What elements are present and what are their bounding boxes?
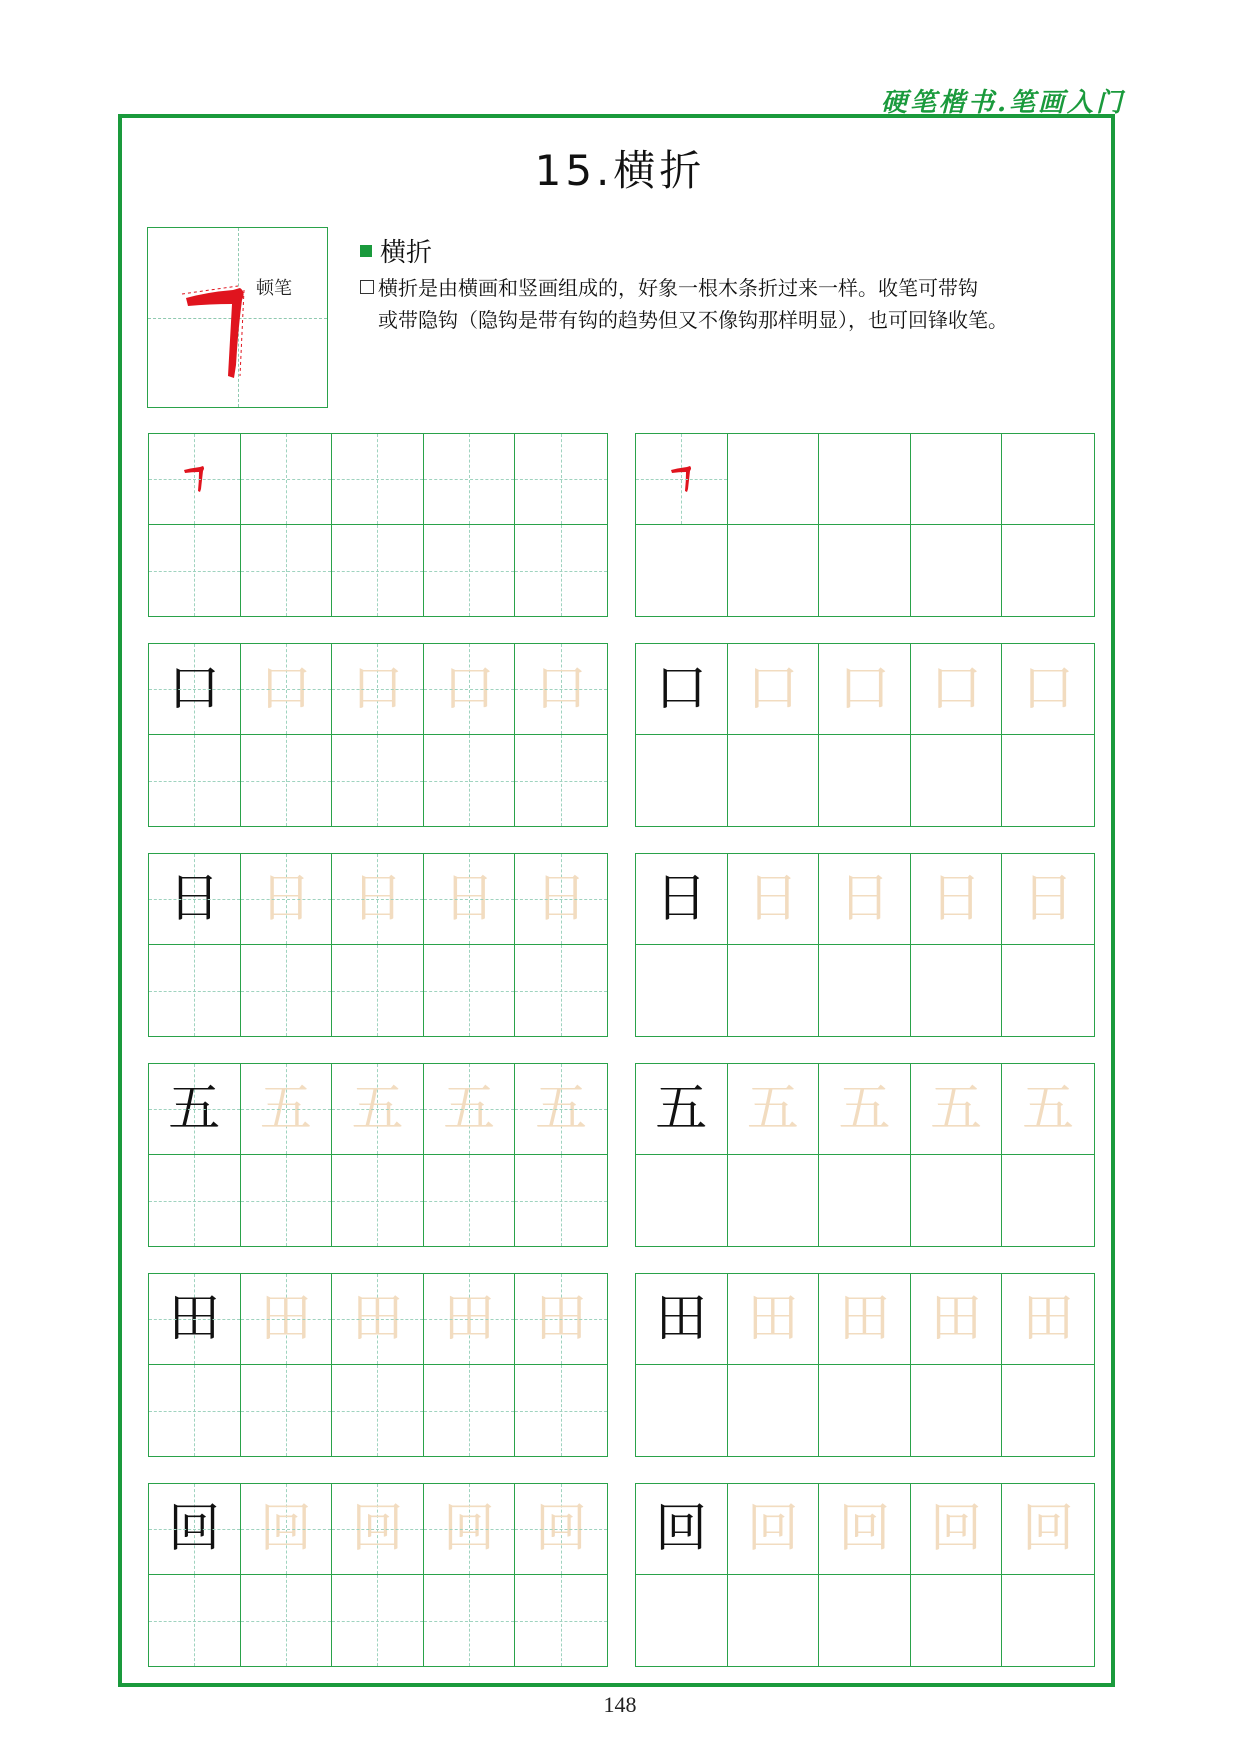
trace-character: 回 <box>1022 1499 1075 1559</box>
grid-cell[interactable] <box>424 1155 516 1246</box>
grid-cell[interactable] <box>241 525 333 616</box>
grid-cell[interactable] <box>728 644 820 735</box>
practice-grid <box>148 1063 608 1247</box>
grid-cell[interactable] <box>241 854 333 945</box>
trace-character: 口 <box>259 659 312 719</box>
trace-character: 口 <box>838 659 891 719</box>
grid-cell[interactable] <box>332 1575 424 1666</box>
trace-character: 口 <box>746 659 799 719</box>
grid-cell[interactable] <box>636 1484 728 1575</box>
practice-grid <box>148 643 608 827</box>
model-stroke-icon <box>149 434 240 524</box>
grid-cell[interactable] <box>424 735 516 826</box>
grid-cell[interactable] <box>1002 1274 1094 1365</box>
grid-cell[interactable] <box>911 945 1003 1036</box>
grid-cell[interactable] <box>728 945 820 1036</box>
subheading-text: 横折 <box>380 238 433 268</box>
trace-character: 回 <box>351 1499 404 1559</box>
grid-cell[interactable] <box>1002 854 1094 945</box>
grid-cell[interactable] <box>1002 1365 1094 1456</box>
grid-cell[interactable] <box>424 434 516 525</box>
model-character: 口 <box>168 659 221 719</box>
grid-cell[interactable] <box>149 434 241 525</box>
trace-character: 日 <box>259 869 312 929</box>
trace-character: 五 <box>838 1079 891 1139</box>
practice-grid <box>635 1063 1095 1247</box>
grid-cell[interactable] <box>515 434 607 525</box>
model-character: 回 <box>168 1499 221 1559</box>
grid-cell[interactable] <box>819 735 911 826</box>
trace-character: 田 <box>443 1289 496 1349</box>
trace-character: 五 <box>351 1079 404 1139</box>
grid-cell[interactable] <box>241 1365 333 1456</box>
grid-cell[interactable] <box>819 434 911 525</box>
grid-cell[interactable] <box>911 644 1003 735</box>
practice-grid <box>635 1273 1095 1457</box>
grid-cell[interactable] <box>1002 735 1094 826</box>
grid-cell[interactable] <box>636 735 728 826</box>
grid-cell[interactable] <box>149 735 241 826</box>
grid-cell[interactable] <box>911 434 1003 525</box>
grid-cell[interactable] <box>515 945 607 1036</box>
grid-cell[interactable] <box>424 1064 516 1155</box>
grid-cell[interactable] <box>636 945 728 1036</box>
grid-cell[interactable] <box>911 735 1003 826</box>
trace-character: 田 <box>259 1289 312 1349</box>
grid-cell[interactable] <box>819 644 911 735</box>
model-character: 五 <box>168 1079 221 1139</box>
grid-cell[interactable] <box>241 1064 333 1155</box>
grid-cell[interactable] <box>149 1064 241 1155</box>
trace-character: 回 <box>838 1499 891 1559</box>
demo-note: 顿笔 <box>256 278 292 299</box>
grid-cell[interactable] <box>332 644 424 735</box>
grid-cell[interactable] <box>515 1575 607 1666</box>
grid-cell[interactable] <box>332 1064 424 1155</box>
grid-cell[interactable] <box>819 1274 911 1365</box>
grid-cell[interactable] <box>241 434 333 525</box>
trace-character: 五 <box>746 1079 799 1139</box>
grid-cell[interactable] <box>424 945 516 1036</box>
description-line-1: 横折是由横画和竖画组成的，好象一根木条折过来一样。收笔可带钩 <box>378 276 978 300</box>
trace-character: 日 <box>838 869 891 929</box>
grid-cell[interactable] <box>332 854 424 945</box>
practice-grid <box>148 433 608 617</box>
practice-grid <box>635 853 1095 1037</box>
grid-cell[interactable] <box>515 1155 607 1246</box>
grid-cell[interactable] <box>636 1274 728 1365</box>
description <box>360 272 1120 336</box>
trace-character: 田 <box>746 1289 799 1349</box>
trace-character: 回 <box>443 1499 496 1559</box>
trace-character: 五 <box>259 1079 312 1139</box>
grid-cell[interactable] <box>819 1575 911 1666</box>
grid-cell[interactable] <box>1002 1155 1094 1246</box>
trace-character: 日 <box>930 869 983 929</box>
grid-cell[interactable] <box>515 1274 607 1365</box>
grid-cell[interactable] <box>911 1274 1003 1365</box>
trace-character: 日 <box>443 869 496 929</box>
grid-cell[interactable] <box>1002 945 1094 1036</box>
grid-cell[interactable] <box>515 854 607 945</box>
grid-cell[interactable] <box>515 735 607 826</box>
grid-cell[interactable] <box>911 1575 1003 1666</box>
grid-cell[interactable] <box>728 1064 820 1155</box>
grid-cell[interactable] <box>728 1575 820 1666</box>
grid-cell[interactable] <box>819 1365 911 1456</box>
grid-cell[interactable] <box>149 1484 241 1575</box>
subheading <box>360 232 432 269</box>
grid-cell[interactable] <box>424 525 516 616</box>
grid-cell[interactable] <box>1002 525 1094 616</box>
grid-cell[interactable] <box>332 1484 424 1575</box>
trace-character: 回 <box>746 1499 799 1559</box>
grid-cell[interactable] <box>728 434 820 525</box>
grid-cell[interactable] <box>1002 1064 1094 1155</box>
grid-cell[interactable] <box>728 1274 820 1365</box>
grid-cell[interactable] <box>636 1575 728 1666</box>
grid-cell[interactable] <box>241 1575 333 1666</box>
trace-character: 日 <box>535 869 588 929</box>
trace-character: 田 <box>535 1289 588 1349</box>
grid-cell[interactable] <box>636 1155 728 1246</box>
grid-cell[interactable] <box>728 735 820 826</box>
practice-grid <box>635 643 1095 827</box>
grid-cell[interactable] <box>819 854 911 945</box>
grid-cell[interactable] <box>636 525 728 616</box>
grid-cell[interactable] <box>424 644 516 735</box>
grid-cell[interactable] <box>728 1365 820 1456</box>
grid-cell[interactable] <box>424 1274 516 1365</box>
grid-cell[interactable] <box>911 525 1003 616</box>
grid-cell[interactable] <box>424 1575 516 1666</box>
checkbox-icon <box>360 280 374 294</box>
grid-cell[interactable] <box>149 1365 241 1456</box>
grid-cell[interactable] <box>1002 434 1094 525</box>
grid-cell[interactable] <box>728 854 820 945</box>
grid-cell[interactable] <box>819 945 911 1036</box>
trace-character: 口 <box>351 659 404 719</box>
model-character: 回 <box>655 1499 708 1559</box>
grid-cell[interactable] <box>911 1484 1003 1575</box>
model-stroke-icon <box>636 434 727 524</box>
grid-cell[interactable] <box>636 644 728 735</box>
grid-cell[interactable] <box>728 1484 820 1575</box>
trace-character: 五 <box>1022 1079 1075 1139</box>
grid-cell[interactable] <box>515 525 607 616</box>
description-line-2: 或带隐钩（隐钩是带有钩的趋势但又不像钩那样明显），也可回锋收笔。 <box>378 308 1008 332</box>
grid-cell[interactable] <box>241 945 333 1036</box>
grid-cell[interactable] <box>819 525 911 616</box>
grid-cell[interactable] <box>332 1365 424 1456</box>
trace-character: 口 <box>930 659 983 719</box>
grid-cell[interactable] <box>515 1365 607 1456</box>
grid-cell[interactable] <box>911 1064 1003 1155</box>
grid-cell[interactable] <box>332 1274 424 1365</box>
practice-grid <box>148 1273 608 1457</box>
grid-cell[interactable] <box>332 434 424 525</box>
grid-cell[interactable] <box>819 1064 911 1155</box>
grid-cell[interactable] <box>636 1365 728 1456</box>
grid-cell[interactable] <box>149 945 241 1036</box>
practice-grid <box>635 1483 1095 1667</box>
grid-cell[interactable] <box>911 1365 1003 1456</box>
grid-cell[interactable] <box>424 854 516 945</box>
model-character: 口 <box>655 659 708 719</box>
practice-grid <box>148 1483 608 1667</box>
trace-character: 日 <box>746 869 799 929</box>
grid-cell[interactable] <box>1002 1484 1094 1575</box>
page-number: 148 <box>603 1692 637 1717</box>
trace-character: 回 <box>930 1499 983 1559</box>
model-character: 五 <box>655 1079 708 1139</box>
grid-cell[interactable] <box>1002 644 1094 735</box>
grid-cell[interactable] <box>911 854 1003 945</box>
grid-cell[interactable] <box>515 1064 607 1155</box>
grid-cell[interactable] <box>515 644 607 735</box>
trace-character: 田 <box>1022 1289 1075 1349</box>
trace-character: 田 <box>838 1289 891 1349</box>
series-title: 硬笔楷书.笔画入门 <box>880 88 1125 118</box>
grid-cell[interactable] <box>515 1484 607 1575</box>
grid-cell[interactable] <box>424 1484 516 1575</box>
trace-character: 五 <box>535 1079 588 1139</box>
grid-cell[interactable] <box>149 854 241 945</box>
trace-character: 五 <box>443 1079 496 1139</box>
trace-character: 五 <box>930 1079 983 1139</box>
model-character: 日 <box>168 869 221 929</box>
grid-cell[interactable] <box>241 1155 333 1246</box>
grid-cell[interactable] <box>728 525 820 616</box>
trace-character: 田 <box>930 1289 983 1349</box>
grid-cell[interactable] <box>241 1484 333 1575</box>
grid-cell[interactable] <box>149 1575 241 1666</box>
model-character: 田 <box>655 1289 708 1349</box>
practice-grid <box>148 853 608 1037</box>
grid-cell[interactable] <box>241 644 333 735</box>
grid-cell[interactable] <box>241 735 333 826</box>
trace-character: 口 <box>1022 659 1075 719</box>
grid-cell[interactable] <box>819 1484 911 1575</box>
grid-cell[interactable] <box>332 525 424 616</box>
model-character: 日 <box>655 869 708 929</box>
trace-character: 田 <box>351 1289 404 1349</box>
grid-cell[interactable] <box>149 644 241 735</box>
grid-cell[interactable] <box>424 1365 516 1456</box>
grid-cell[interactable] <box>636 1064 728 1155</box>
stroke-demo-box <box>147 227 328 408</box>
grid-cell[interactable] <box>819 1155 911 1246</box>
lesson-title: 15.横折 <box>534 146 706 195</box>
grid-cell[interactable] <box>332 1155 424 1246</box>
grid-cell[interactable] <box>241 1274 333 1365</box>
trace-character: 回 <box>259 1499 312 1559</box>
grid-cell[interactable] <box>149 1155 241 1246</box>
grid-cell[interactable] <box>332 735 424 826</box>
model-character: 田 <box>168 1289 221 1349</box>
heng-zhe-stroke-icon <box>178 280 258 390</box>
grid-cell[interactable] <box>149 1274 241 1365</box>
trace-character: 日 <box>351 869 404 929</box>
trace-character: 回 <box>535 1499 588 1559</box>
practice-grid <box>635 433 1095 617</box>
grid-cell[interactable] <box>1002 1575 1094 1666</box>
trace-character: 口 <box>443 659 496 719</box>
grid-cell[interactable] <box>911 1155 1003 1246</box>
grid-cell[interactable] <box>728 1155 820 1246</box>
grid-cell[interactable] <box>636 434 728 525</box>
grid-cell[interactable] <box>636 854 728 945</box>
trace-character: 口 <box>535 659 588 719</box>
grid-cell[interactable] <box>149 525 241 616</box>
green-square-bullet-icon <box>360 245 372 257</box>
grid-cell[interactable] <box>332 945 424 1036</box>
trace-character: 日 <box>1022 869 1075 929</box>
